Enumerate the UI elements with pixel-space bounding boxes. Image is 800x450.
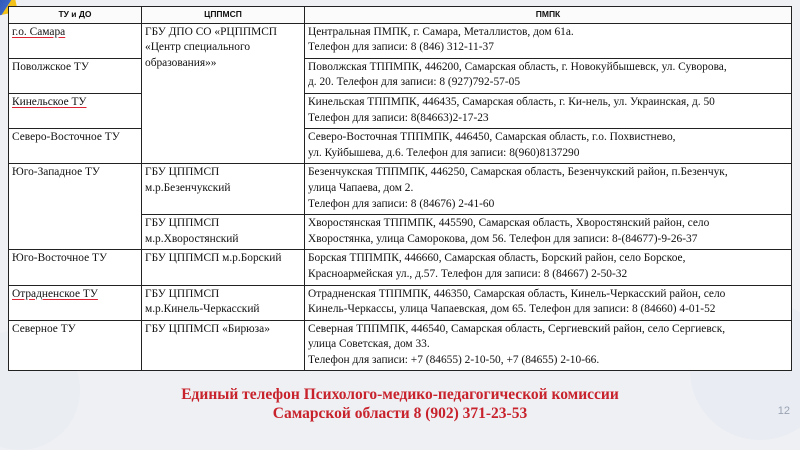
header-cppmsp: ЦППМСП [142,7,305,24]
pmpk-cell [305,320,792,371]
pmpk-line: Борская ТППМПК, 446660, Самарская область, Борский район, село Борское, [308,252,686,265]
tu-cell [9,164,142,250]
pmpk-line: Центральная ПМПК, г. Самара, Металлистов, дом 61а. [308,25,574,38]
footer-line-2: Самарской области 8 (902) 371-23-53 [272,405,528,422]
table-row [9,164,792,215]
pmpk-cell [305,23,792,58]
cppmsp-line: образования»» [145,56,217,69]
footer-line-1: Единый телефон Психолого-медико-педагогической комиссии [181,386,619,403]
cppmsp-line: ГБУ ЦППМСП [145,166,220,179]
table-row [9,285,792,320]
tu-name: Северо-Восточное ТУ [12,131,120,144]
tu-name: г.о. Самара [12,25,66,38]
header-tu: ТУ и ДО [9,7,142,24]
pmpk-line: Телефон для записи: 8(84663)2-17-23 [308,111,489,124]
pmpk-line: Телефон для записи: 8 (846) 312-11-37 [308,41,494,54]
cppmsp-cell [142,215,305,250]
table-header-row [9,7,792,24]
pmpk-line: Кинель-Черкассы, улица Чапаевская, дом 65. Телефон для записи: 8 (84660) 4-01-52 [308,303,716,316]
pmpk-line: Северная ТППМПК, 446540, Самарская область, Сергиевский район, село Сергиевск, [308,322,726,335]
table-row [9,93,792,128]
cppmsp-line: м.р.Хворостянский [145,232,239,245]
unified-phone-footer [0,385,800,423]
table-row [9,23,792,58]
table-row [9,58,792,93]
tu-cell [9,285,142,320]
pmpk-line: Северо-Восточная ТППМПК, 446450, Самарская область, г.о. Похвистнево, [308,131,676,144]
cppmsp-line: ГБУ ДПО СО «РЦППМСП [145,25,278,38]
cppmsp-line: ГБУ ЦППМСП «Бирюза» [145,322,270,335]
page-number: 12 [777,405,790,417]
tu-cell [9,23,142,58]
pmpk-table [8,6,792,371]
pmpk-line: Телефон для записи: +7 (84655) 2-10-50, +7 (84655) 2-10-66. [308,353,600,366]
tu-name: Поволжское ТУ [12,60,89,73]
pmpk-line: Кинельская ТППМПК, 446435, Самарская область, г. Ки-нель, ул. Украинская, д. 50 [308,95,715,108]
pmpk-line: Телефон для записи: 8 (84676) 2-41-60 [308,197,495,210]
cppmsp-cell [142,23,305,164]
pmpk-line: Хворостянка, улица Саморокова, дом 56. Телефон для записи: 8-(84677)-9-26-37 [308,232,698,245]
table-row [9,320,792,371]
pmpk-line: Красноармейская ул., д.57. Телефон для записи: 8 (84667) 2-50-32 [308,267,628,280]
pmpk-table-container [8,6,791,371]
cppmsp-line: «Центр специального [145,41,251,54]
cppmsp-line: м.р.Безенчукский [145,181,231,194]
pmpk-cell [305,129,792,164]
pmpk-line: Безенчукская ТППМПК, 446250, Самарская область, Безенчукский район, п.Безенчук, [308,166,728,179]
pmpk-cell [305,93,792,128]
cppmsp-line: ГБУ ЦППМСП [145,217,220,230]
pmpk-cell [305,285,792,320]
cppmsp-line: ГБУ ЦППМСП [145,287,220,300]
cppmsp-line: м.р.Кинель-Черкасский [145,303,260,316]
cppmsp-cell [142,285,305,320]
pmpk-line: д. 20. Телефон для записи: 8 (927)792-57-05 [308,76,521,89]
pmpk-line: Хворостянская ТППМПК, 445590, Самарская область, Хворостянский район, село [308,217,710,230]
tu-name: Северное ТУ [12,322,76,335]
pmpk-line: Отрадненская ТППМПК, 446350, Самарская область, Кинель-Черкасский район, село [308,287,726,300]
tu-name: Отрадненское ТУ [12,287,98,300]
pmpk-cell [305,215,792,250]
cppmsp-cell [142,250,305,285]
cppmsp-cell [142,320,305,371]
pmpk-cell [305,164,792,215]
tu-cell [9,320,142,371]
tu-cell [9,93,142,128]
pmpk-cell [305,58,792,93]
pmpk-line: улица Чапаева, дом 2. [308,181,414,194]
pmpk-cell [305,250,792,285]
table-row [9,129,792,164]
pmpk-line: Поволжская ТППМПК, 446200, Самарская область, г. Новокуйбышевск, ул. Суворова, [308,60,727,73]
tu-name: Кинельское ТУ [12,95,87,108]
pmpk-line: улица Советская, дом 33. [308,338,430,351]
tu-name: Юго-Западное ТУ [12,166,100,179]
tu-cell [9,58,142,93]
pmpk-line: ул. Куйбышева, д.6. Телефон для записи: 8(960)8137290 [308,146,580,159]
tu-cell [9,250,142,285]
cppmsp-cell [142,164,305,215]
table-row [9,250,792,285]
header-pmpk: ПМПК [305,7,792,24]
tu-cell [9,129,142,164]
cppmsp-line: ГБУ ЦППМСП м.р.Борский [145,252,282,265]
tu-name: Юго-Восточное ТУ [12,252,108,265]
